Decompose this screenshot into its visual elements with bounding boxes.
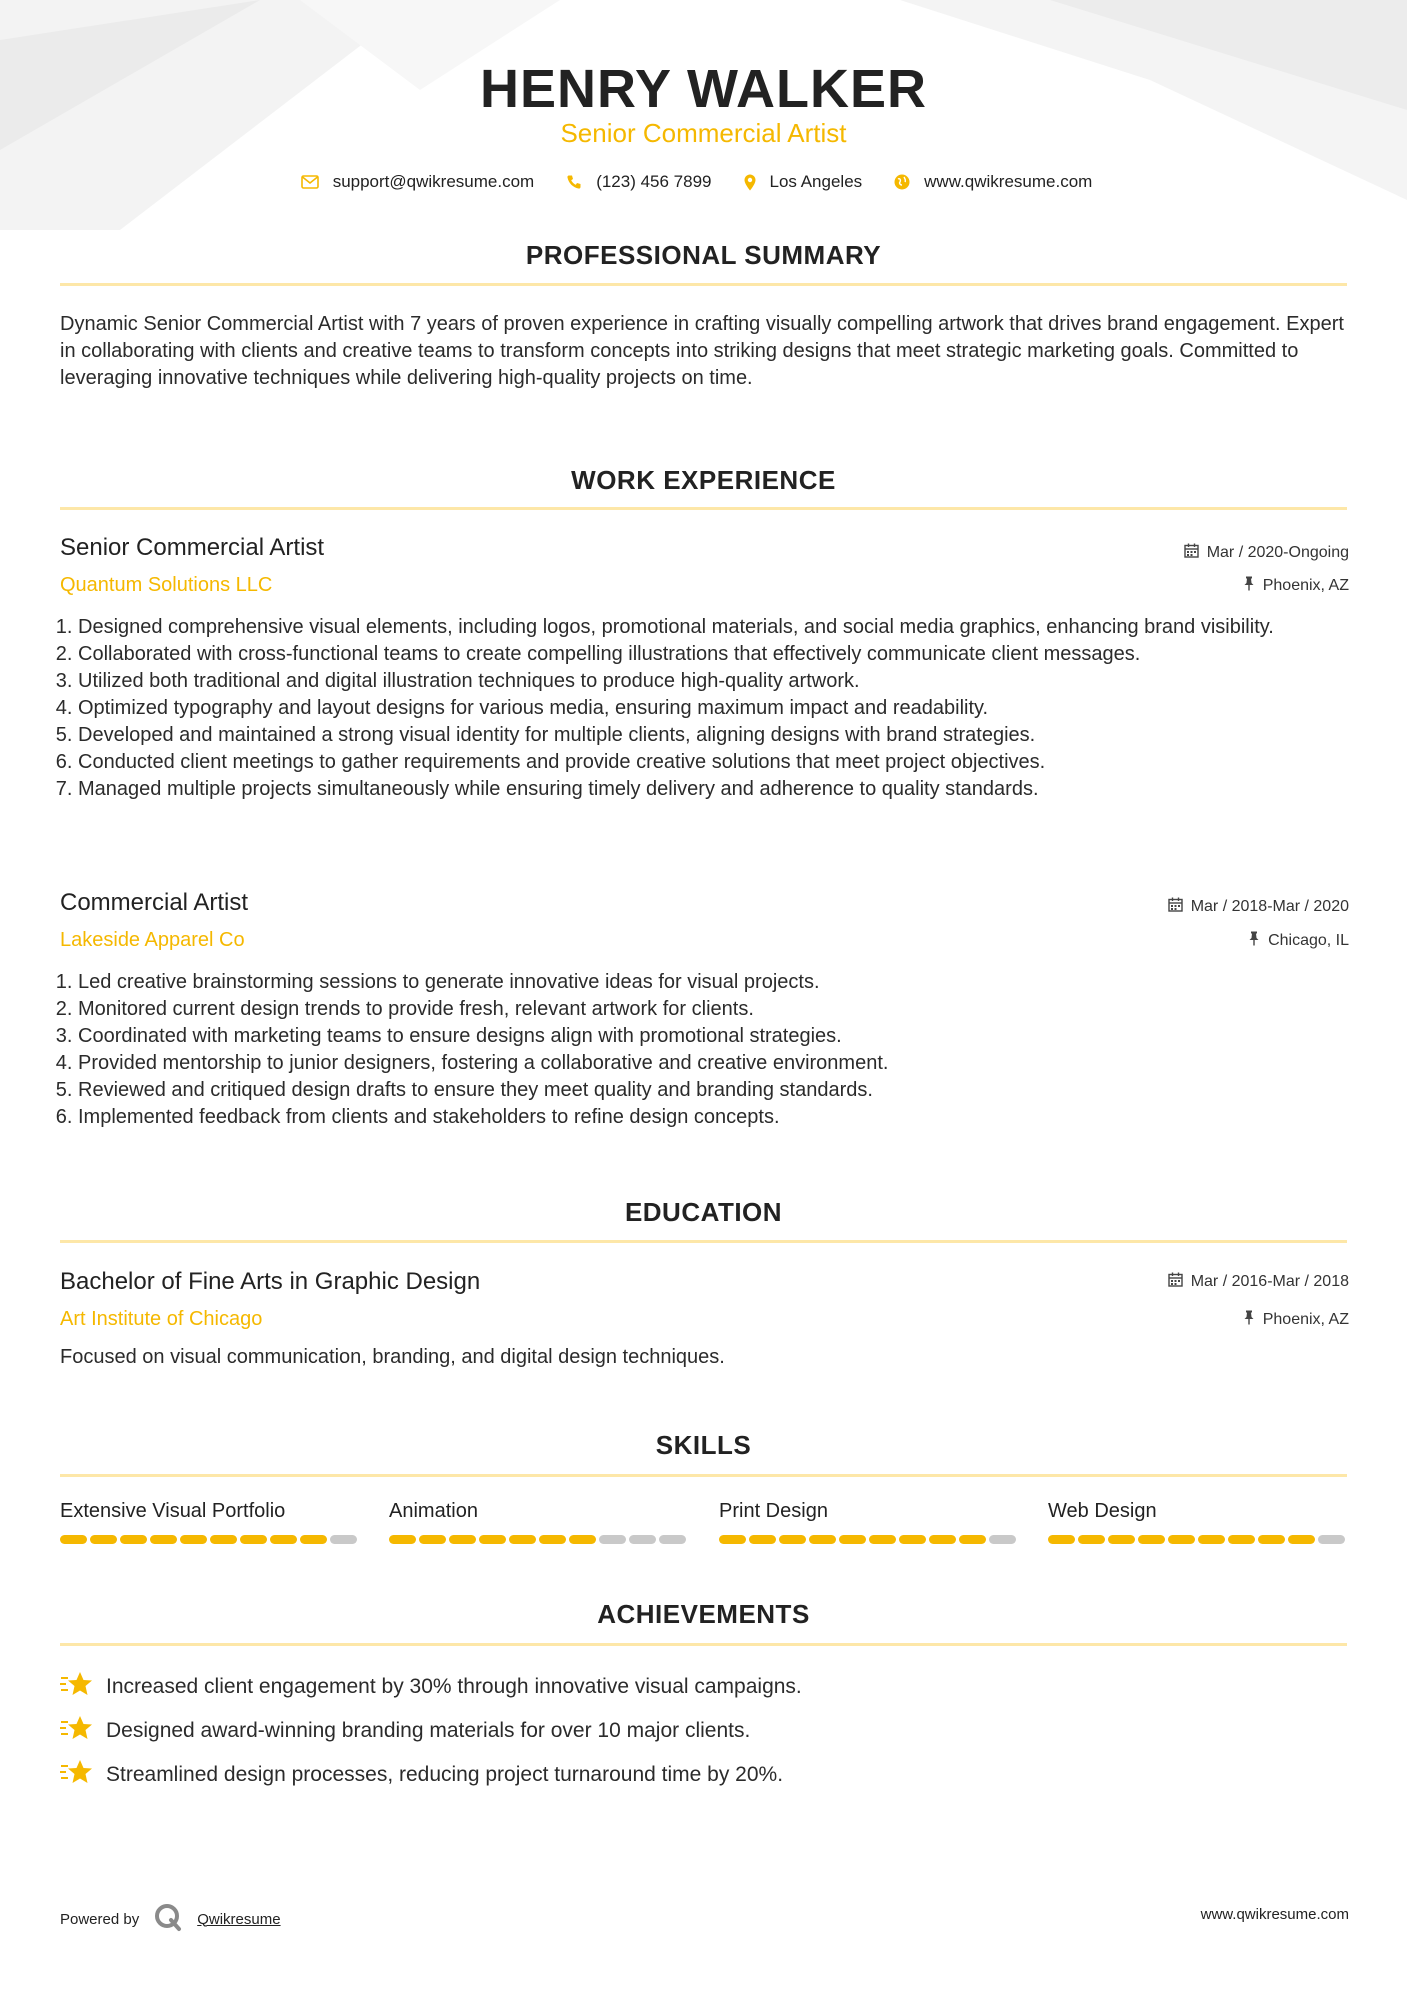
location-text: Los Angeles	[769, 172, 863, 191]
skill-item	[389, 1500, 689, 1544]
skills-heading: SKILLS	[655, 1430, 752, 1460]
achievement-text: Designed award-winning branding materials for over 10 major clients.	[106, 1719, 751, 1742]
star-icon	[60, 1670, 94, 1704]
skill-dot-filled	[539, 1535, 566, 1544]
job-dates-text: Mar / 2020-Ongoing	[1206, 544, 1349, 561]
skill-dot-filled	[719, 1535, 746, 1544]
skills-divider	[60, 1474, 1347, 1477]
skill-dot-filled	[959, 1535, 986, 1544]
skill-name: Extensive Visual Portfolio	[60, 1500, 286, 1522]
skill-dot-empty	[659, 1535, 686, 1544]
skill-rating	[1048, 1535, 1348, 1544]
achievement-text: Increased client engagement by 30% through innovative visual campaigns.	[106, 1675, 802, 1698]
summary-heading: PROFESSIONAL SUMMARY	[525, 240, 882, 270]
contact-email[interactable]	[301, 172, 535, 192]
email-text: support@qwikresume.com	[332, 172, 535, 191]
summary-text: Dynamic Senior Commercial Artist with 7 years of proven experience in crafting visually compelling artwork that drives brand engagement. Expert in collaborating with clients and creative teams to transform concepts into striking designs that meet strategic marketing goals. Committed to leveraging innovative techniques while delivering high-quality projects on time.	[60, 313, 1344, 389]
list-item: 7. Managed multiple projects simultaneously while ensuring timely delivery and adherence to quality standards.	[78, 776, 1368, 803]
education-description: Focused on visual communication, branding, and digital design techniques.	[60, 1346, 725, 1368]
skill-dot-filled	[300, 1535, 327, 1544]
star-icon	[60, 1714, 94, 1748]
achievement-item	[60, 1670, 802, 1704]
skill-name: Print Design	[719, 1500, 828, 1522]
skill-dot-filled	[419, 1535, 446, 1544]
skill-dot-filled	[449, 1535, 476, 1544]
list-item: 6. Implemented feedback from clients and stakeholders to refine design concepts.	[78, 1104, 1368, 1131]
calendar-icon	[1184, 543, 1199, 563]
skill-rating	[389, 1535, 689, 1544]
list-item: 3. Utilized both traditional and digital illustration techniques to produce high-quality artwork.	[78, 668, 1368, 695]
education-dates-text: Mar / 2016-Mar / 2018	[1190, 1273, 1349, 1290]
skill-dot-filled	[240, 1535, 267, 1544]
skill-item	[719, 1500, 1019, 1544]
list-item: 2. Monitored current design trends to provide fresh, relevant artwork for clients.	[78, 996, 1368, 1023]
pushpin-icon	[1243, 1310, 1255, 1330]
skill-dot-filled	[270, 1535, 297, 1544]
skill-dot-filled	[60, 1535, 87, 1544]
achievement-text: Streamlined design processes, reducing project turnaround time by 20%.	[106, 1763, 784, 1786]
job-dates	[1184, 543, 1349, 563]
contact-website[interactable]	[894, 172, 1092, 192]
skill-dot-filled	[90, 1535, 117, 1544]
achievements-divider	[60, 1643, 1347, 1646]
calendar-icon	[1168, 897, 1183, 917]
skill-dot-filled	[569, 1535, 596, 1544]
skill-dot-filled	[779, 1535, 806, 1544]
phone-text: (123) 456 7899	[596, 172, 712, 191]
skill-dot-filled	[389, 1535, 416, 1544]
skill-dot-filled	[1288, 1535, 1315, 1544]
list-item: 4. Optimized typography and layout designs for various media, ensuring maximum impact and readability.	[78, 695, 1368, 722]
skill-dot-filled	[1048, 1535, 1075, 1544]
education-location	[1243, 1310, 1349, 1330]
skill-name: Animation	[389, 1500, 478, 1522]
candidate-title: Senior Commercial Artist	[560, 118, 847, 148]
contact-bar	[0, 172, 1407, 192]
education-location-text: Phoenix, AZ	[1262, 1311, 1349, 1328]
list-item: 3. Coordinated with marketing teams to ensure designs align with promotional strategies.	[78, 1023, 1368, 1050]
list-item: 4. Provided mentorship to junior designers, fostering a collaborative and creative environment.	[78, 1050, 1368, 1077]
job-bullets	[60, 969, 1368, 1131]
skill-dot-filled	[1198, 1535, 1225, 1544]
school-name: Art Institute of Chicago	[60, 1308, 263, 1330]
contact-phone[interactable]	[566, 172, 711, 192]
skill-rating	[60, 1535, 360, 1544]
skill-dot-filled	[869, 1535, 896, 1544]
qwikresume-logo-icon	[153, 1902, 183, 1936]
list-item: 1. Led creative brainstorming sessions to generate innovative ideas for visual projects.	[78, 969, 1368, 996]
star-icon	[60, 1758, 94, 1792]
skill-dot-filled	[929, 1535, 956, 1544]
skill-dot-filled	[210, 1535, 237, 1544]
globe-icon	[894, 174, 910, 190]
skill-dot-filled	[839, 1535, 866, 1544]
phone-icon	[566, 174, 582, 190]
job-location	[1243, 576, 1349, 596]
job-location-text: Chicago, IL	[1268, 932, 1349, 949]
degree-title: Bachelor of Fine Arts in Graphic Design	[60, 1268, 481, 1295]
list-item: 2. Collaborated with cross-functional teams to create compelling illustrations that effectively communicate client messages.	[78, 641, 1368, 668]
footer-powered-by	[60, 1902, 281, 1936]
job-location-text: Phoenix, AZ	[1262, 577, 1349, 594]
job-dates-text: Mar / 2018-Mar / 2020	[1190, 898, 1349, 915]
education-heading: EDUCATION	[624, 1197, 783, 1227]
powered-by-label: Powered by	[60, 1910, 140, 1928]
contact-location	[744, 172, 863, 192]
job-bullets	[60, 614, 1368, 803]
skill-dot-filled	[1138, 1535, 1165, 1544]
education-dates	[1168, 1272, 1349, 1292]
skill-dot-empty	[989, 1535, 1016, 1544]
list-item: 5. Reviewed and critiqued design drafts to ensure they meet quality and branding standards.	[78, 1077, 1368, 1104]
summary-divider	[60, 283, 1347, 286]
skill-dot-filled	[1258, 1535, 1285, 1544]
achievement-item	[60, 1714, 750, 1748]
website-text: www.qwikresume.com	[924, 172, 1093, 191]
footer-website[interactable]: www.qwikresume.com	[1200, 1906, 1349, 1923]
calendar-icon	[1168, 1272, 1183, 1292]
skill-dot-filled	[749, 1535, 776, 1544]
skill-item	[60, 1500, 360, 1544]
skill-dot-filled	[809, 1535, 836, 1544]
skill-dot-filled	[899, 1535, 926, 1544]
pushpin-icon	[1248, 931, 1260, 951]
achievements-heading: ACHIEVEMENTS	[597, 1599, 810, 1629]
list-item: 6. Conducted client meetings to gather requirements and provide creative solutions that meet project objectives.	[78, 749, 1368, 776]
skill-dot-filled	[120, 1535, 147, 1544]
achievement-item	[60, 1758, 783, 1792]
skill-dot-filled	[180, 1535, 207, 1544]
pushpin-icon	[1243, 576, 1255, 596]
skill-dot-empty	[1318, 1535, 1345, 1544]
skill-item	[1048, 1500, 1348, 1544]
envelope-icon	[301, 175, 319, 189]
job-title: Commercial Artist	[60, 889, 249, 916]
skill-rating	[719, 1535, 1019, 1544]
skill-dot-filled	[1228, 1535, 1255, 1544]
list-item: 5. Developed and maintained a strong visual identity for multiple clients, aligning designs with brand strategies.	[78, 722, 1368, 749]
experience-divider	[60, 507, 1347, 510]
skill-dot-empty	[599, 1535, 626, 1544]
skill-dot-filled	[479, 1535, 506, 1544]
education-divider	[60, 1240, 1347, 1243]
skill-dot-filled	[1168, 1535, 1195, 1544]
skill-dot-filled	[1078, 1535, 1105, 1544]
skill-dot-empty	[330, 1535, 357, 1544]
list-item: 1. Designed comprehensive visual elements, including logos, promotional materials, and social media graphics, enhancing brand visibility.	[78, 614, 1368, 641]
candidate-name: HENRY WALKER	[479, 59, 928, 119]
job-title: Senior Commercial Artist	[60, 534, 325, 561]
map-pin-icon	[744, 174, 756, 191]
experience-heading: WORK EXPERIENCE	[571, 465, 836, 495]
skill-dot-filled	[509, 1535, 536, 1544]
skill-dot-empty	[629, 1535, 656, 1544]
job-dates	[1168, 897, 1349, 917]
skill-dot-filled	[150, 1535, 177, 1544]
company-name: Quantum Solutions LLC	[60, 574, 273, 596]
company-name: Lakeside Apparel Co	[60, 929, 245, 951]
qwikresume-link[interactable]: Qwikresume	[197, 1910, 281, 1928]
job-location	[1248, 931, 1349, 951]
skill-name: Web Design	[1048, 1500, 1157, 1522]
skill-dot-filled	[1108, 1535, 1135, 1544]
